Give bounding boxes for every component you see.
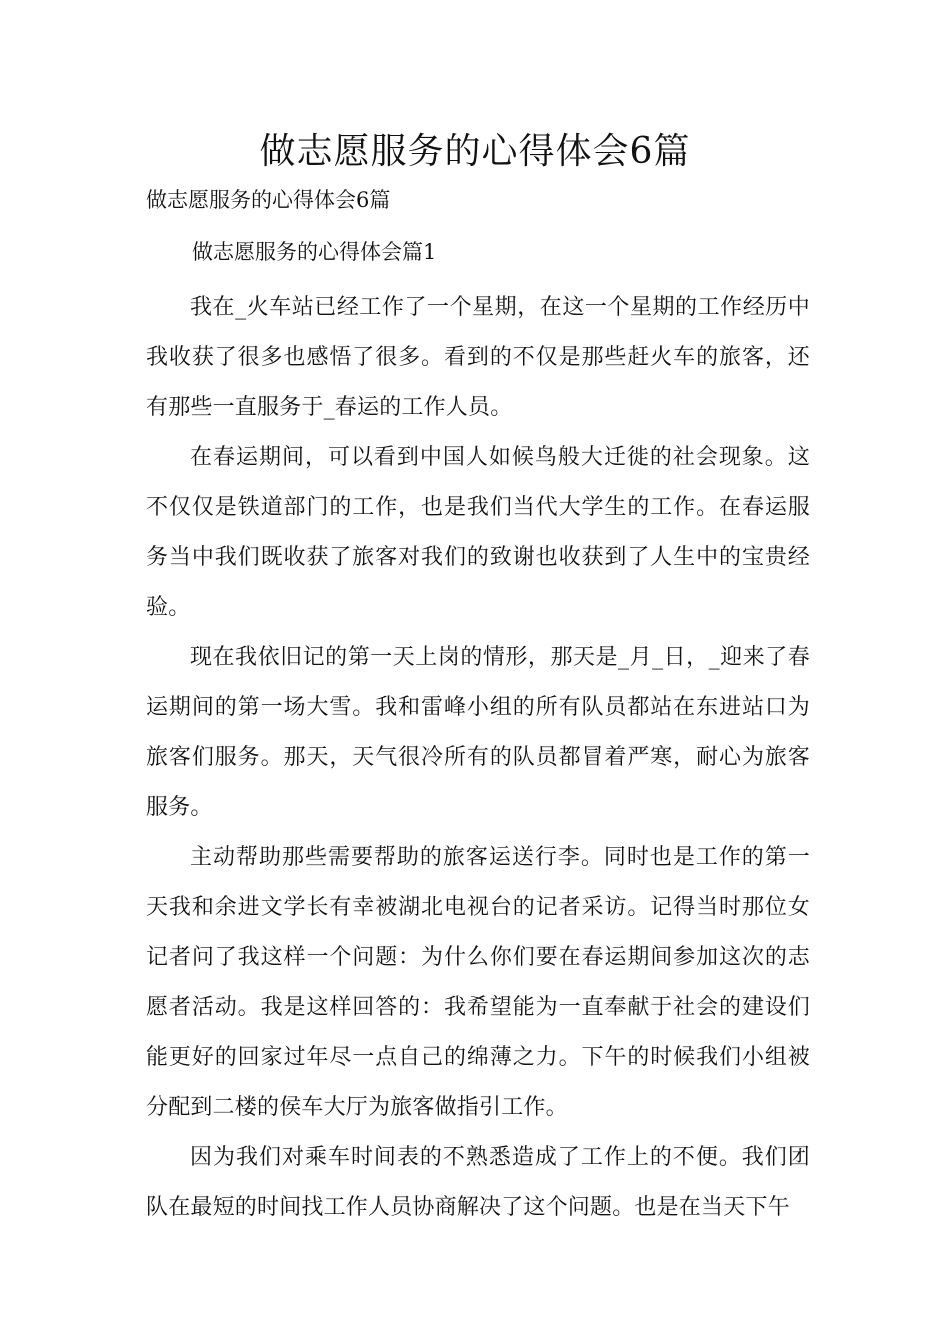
section-heading: 做志愿服务的心得体会篇1 [192, 240, 437, 264]
paragraph-1: 我在_火车站已经工作了一个星期，在这一个星期的工作经历中我收获了很多也感悟了很多。看到的不仅是那些赶火车的旅客，还有那些一直服务于_春运的工作人员。 [146, 295, 810, 420]
document-title: 做志愿服务的心得体会6篇 [259, 131, 691, 172]
document-body [146, 283, 810, 1233]
paragraph-3: 现在我依旧记的第一天上岗的情形，那天是_月_日，_迎来了春运期间的第一场大雪。我和雷峰小组的所有队员都站在东进站口为旅客们服务。那天，天气很冷所有的队员都冒着严寒，耐心为旅客服务。 [146, 645, 810, 820]
paragraph-5: 因为我们对乘车时间表的不熟悉造成了工作上的不便。我们团队在最短的时间找工作人员协商解决了这个问题。也是在当天下午 [146, 1145, 810, 1220]
document-subtitle: 做志愿服务的心得体会6篇 [146, 188, 391, 212]
paragraph-2: 在春运期间，可以看到中国人如候鸟般大迁徙的社会现象。这不仅仅是铁道部门的工作，也是我们当代大学生的工作。在春运服务当中我们既收获了旅客对我们的致谢也收获到了人生中的宝贵经验。 [146, 445, 810, 620]
paragraph-4: 主动帮助那些需要帮助的旅客运送行李。同时也是工作的第一天我和余进文学长有幸被湖北电视台的记者采访。记得当时那位女记者问了我这样一个问题：为什么你们要在春运期间参加这次的志愿者活动。我是这样回答的：我希望能为一直奉献于社会的建设们能更好的回家过年尽一点自己的绵薄之力。下午的时候我们小组被分配到二楼的侯车大厅为旅客做指引工作。 [146, 845, 810, 1120]
